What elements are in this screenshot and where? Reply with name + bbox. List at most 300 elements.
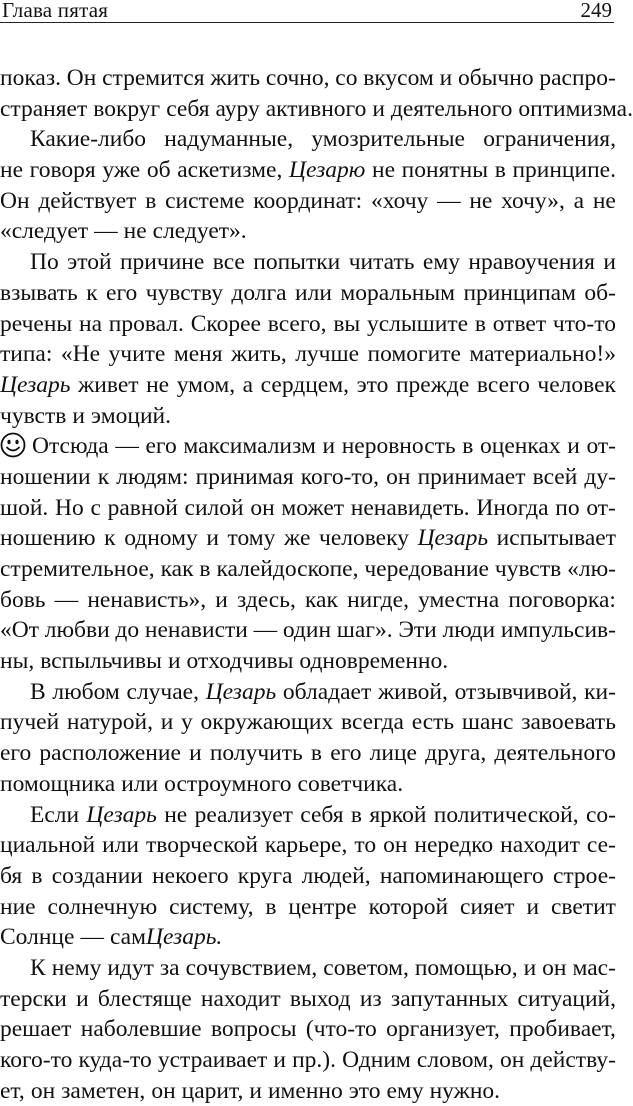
word: его xyxy=(106,279,138,306)
text-line xyxy=(0,830,616,861)
word: одновременно. xyxy=(299,648,449,675)
word: светит xyxy=(550,893,616,920)
word: люди xyxy=(442,617,496,644)
word: терски xyxy=(0,985,67,1012)
word: Он xyxy=(66,65,97,91)
word: яркой xyxy=(369,801,427,828)
word: он xyxy=(499,1047,525,1073)
word: отходчивы xyxy=(186,648,294,675)
word: мас- xyxy=(572,954,616,981)
word: — xyxy=(54,586,79,613)
word: живой, xyxy=(377,678,448,705)
word: — xyxy=(94,218,118,245)
word: он xyxy=(151,1077,176,1104)
text-line xyxy=(0,800,616,831)
word: блестяще xyxy=(97,985,192,1012)
word: к xyxy=(104,525,116,552)
chapter-title: Глава пятая xyxy=(2,0,109,22)
word: хочу», xyxy=(501,187,565,214)
word: одному xyxy=(124,525,198,552)
word: это xyxy=(356,371,389,398)
word: пр.). xyxy=(292,1047,337,1073)
word: сочувствием, xyxy=(185,954,318,981)
word: царит, xyxy=(181,1077,244,1104)
word: не xyxy=(0,157,24,184)
word: К xyxy=(30,954,46,981)
word: «хочу xyxy=(370,187,429,214)
word: и xyxy=(249,1077,262,1104)
word: не xyxy=(146,371,170,398)
word: не xyxy=(123,218,147,245)
text-line xyxy=(0,63,616,94)
word: получить xyxy=(209,740,303,767)
word: есть xyxy=(411,709,455,736)
word: любви xyxy=(44,617,110,644)
word: Цезарь xyxy=(86,801,157,828)
word: не xyxy=(469,187,493,214)
word: понятны xyxy=(401,157,489,184)
word: сам xyxy=(109,924,146,951)
word: тому xyxy=(227,525,276,552)
text-line xyxy=(0,984,616,1015)
word: от- xyxy=(586,494,616,521)
word: сочно, xyxy=(265,65,330,91)
text-line xyxy=(0,431,616,462)
word: в xyxy=(462,433,474,460)
word: круга xyxy=(237,862,293,889)
word: шой. xyxy=(0,494,49,521)
word: советчика. xyxy=(297,770,404,797)
word: долга xyxy=(231,279,287,306)
word: а xyxy=(242,371,254,398)
word: уже xyxy=(102,157,141,184)
text-line xyxy=(0,186,616,217)
word: максимализм xyxy=(183,433,316,460)
word: калейдоскопе, xyxy=(216,556,359,582)
word: системе xyxy=(165,187,245,214)
text-line xyxy=(0,401,616,432)
word: чувств xyxy=(494,556,562,582)
word: и xyxy=(372,95,385,122)
word: Солнце xyxy=(0,924,75,951)
word: и xyxy=(76,985,89,1012)
word: на xyxy=(79,310,103,337)
word: реализует xyxy=(194,801,293,828)
word: и xyxy=(273,1047,286,1073)
word: и xyxy=(206,525,219,552)
word: уместна xyxy=(418,586,500,613)
word: и xyxy=(215,586,228,613)
word: ненависть», xyxy=(87,586,207,613)
word: Цезарю xyxy=(289,157,366,184)
word: умом, xyxy=(176,371,236,398)
text-line xyxy=(0,769,616,800)
word: некоего xyxy=(152,862,229,889)
text-line xyxy=(0,124,616,155)
word: он xyxy=(30,1077,56,1104)
word: показ. xyxy=(0,65,61,91)
word: это xyxy=(348,1077,381,1104)
word: может xyxy=(281,494,345,521)
word: и xyxy=(567,433,580,460)
word: что-то xyxy=(552,310,616,337)
word: неровность xyxy=(341,433,456,460)
word: и xyxy=(167,648,181,675)
word: чередование xyxy=(364,556,489,582)
word: словом, xyxy=(416,1047,494,1073)
word: со xyxy=(335,65,358,91)
word: По xyxy=(30,249,59,276)
word: людей, xyxy=(301,862,371,889)
word: принимает xyxy=(417,463,526,490)
word: всей xyxy=(532,463,578,490)
word: людям: xyxy=(116,463,189,490)
word: импульсив- xyxy=(500,617,616,644)
word: заметен, xyxy=(61,1077,146,1104)
text-line xyxy=(0,585,616,616)
word: не xyxy=(164,801,188,828)
word: всегда xyxy=(341,709,404,736)
word: учите xyxy=(108,341,166,368)
word: услышите xyxy=(366,310,469,337)
body-text xyxy=(0,63,633,1106)
word: Он xyxy=(0,187,30,214)
word: находит xyxy=(200,985,281,1012)
word: ние xyxy=(0,893,36,920)
word: любом xyxy=(52,678,120,705)
word: ет, xyxy=(0,1077,25,1104)
word: себя xyxy=(166,95,210,122)
word: моральным xyxy=(340,279,456,306)
word: лице xyxy=(369,740,417,767)
word: его xyxy=(0,740,32,767)
word: стремится xyxy=(102,65,205,91)
word: или xyxy=(121,770,159,797)
word: кого-то xyxy=(0,1047,73,1073)
smiley-face-icon xyxy=(0,432,26,458)
word: ненависти xyxy=(144,617,248,644)
word: у xyxy=(181,709,193,736)
word: расположение xyxy=(39,740,181,767)
word: аскетизме, xyxy=(177,157,283,184)
word: в xyxy=(474,310,486,337)
word: шанс xyxy=(461,709,514,736)
word: отзывчивой, xyxy=(454,678,578,705)
text-line xyxy=(0,309,616,340)
word: речены xyxy=(0,310,73,337)
word: окружающих xyxy=(200,709,334,736)
word: себя xyxy=(300,801,344,828)
word: чувств xyxy=(0,402,67,429)
word: равной xyxy=(107,494,178,521)
text-line xyxy=(0,523,616,554)
text-line xyxy=(0,1045,616,1076)
text-line xyxy=(0,861,616,892)
word: Цезарь xyxy=(417,525,489,552)
word: он xyxy=(383,832,408,859)
word: Какие-либо xyxy=(30,126,147,153)
word: прежде xyxy=(395,371,470,398)
word: помощника xyxy=(0,770,116,797)
word: типа: xyxy=(0,341,53,368)
word: ношении xyxy=(0,463,91,490)
text-line xyxy=(0,155,616,186)
word: всего xyxy=(476,371,530,398)
word: он xyxy=(386,463,411,490)
word: и xyxy=(72,402,85,429)
word: вспыльчивы xyxy=(40,648,162,675)
word: ему xyxy=(386,1077,424,1104)
word: которой xyxy=(368,893,449,920)
word: «лю- xyxy=(567,556,616,582)
word: принимая xyxy=(195,463,294,490)
word: Одним xyxy=(342,1047,411,1073)
word: живет xyxy=(78,371,139,398)
word: все xyxy=(212,249,245,276)
word: (что-то xyxy=(305,1016,377,1043)
word: или xyxy=(102,832,140,859)
word: эмоций. xyxy=(90,402,172,429)
word: координат: xyxy=(253,187,363,214)
word: то xyxy=(354,832,377,859)
word: человек xyxy=(537,371,616,398)
text-line xyxy=(0,278,616,309)
word: действует xyxy=(38,187,137,214)
word: строе- xyxy=(552,862,616,889)
word: попытки xyxy=(253,249,341,276)
word: этой xyxy=(67,249,112,276)
word: один xyxy=(282,617,332,644)
word: нигде, xyxy=(347,586,409,613)
word: деятельного xyxy=(390,95,513,122)
text-line xyxy=(0,554,616,585)
word: меня xyxy=(173,341,223,368)
text-line xyxy=(0,493,616,524)
word: советом, xyxy=(323,954,409,981)
text-line xyxy=(0,953,616,984)
word: Иногда xyxy=(476,494,549,521)
word: решает xyxy=(0,1016,72,1043)
word: Эти xyxy=(398,617,437,644)
word: Цезарь xyxy=(205,678,277,705)
word: и xyxy=(603,249,616,276)
word: взывать xyxy=(0,279,78,306)
word: здесь, xyxy=(236,586,296,613)
word: нравоучения xyxy=(468,249,595,276)
word: жить, xyxy=(231,341,287,368)
word: ненавидеть. xyxy=(350,494,470,521)
word: лучше xyxy=(295,341,360,368)
word: помогите xyxy=(367,341,461,368)
word: идут xyxy=(107,954,154,981)
word: вы xyxy=(333,310,361,337)
word: натурой, xyxy=(66,709,153,736)
word: творческой xyxy=(146,832,258,859)
word: его xyxy=(330,740,362,767)
word: активного xyxy=(265,95,367,122)
word: оценках xyxy=(480,433,561,460)
word: завоевать xyxy=(521,709,616,736)
word: умозрительные xyxy=(311,126,465,153)
word: он xyxy=(542,954,567,981)
word: «следует xyxy=(0,218,89,245)
word: бя xyxy=(0,862,23,889)
word: шаг». xyxy=(336,617,393,644)
word: не xyxy=(372,157,396,184)
word: говоря xyxy=(29,157,96,184)
word: действу- xyxy=(530,1047,616,1073)
text-line xyxy=(0,1076,616,1106)
word: по xyxy=(555,494,580,521)
word: нему xyxy=(51,954,102,981)
word: циальной xyxy=(0,832,96,859)
word: выход xyxy=(289,985,351,1012)
text-line xyxy=(0,216,616,247)
word: до xyxy=(115,617,140,644)
word: наболевшие xyxy=(80,1016,202,1043)
page-number: 249 xyxy=(580,0,612,22)
word: сияет xyxy=(460,893,515,920)
word: к xyxy=(86,279,98,306)
word: за xyxy=(159,954,180,981)
word: кого-то, xyxy=(300,463,379,490)
word: — xyxy=(437,187,461,214)
word: ограничения, xyxy=(483,126,616,153)
word: — xyxy=(115,433,139,460)
word: принципам xyxy=(463,279,576,306)
word: нередко xyxy=(414,832,494,859)
word: в xyxy=(494,157,506,184)
text-line xyxy=(0,738,616,769)
word: с xyxy=(90,494,101,521)
word: и xyxy=(322,433,336,460)
word: ки- xyxy=(584,678,616,705)
word: человеку xyxy=(319,525,409,552)
word: в xyxy=(199,556,211,582)
word: его xyxy=(145,433,177,460)
word: организует, xyxy=(386,1016,500,1043)
word: центре xyxy=(288,893,357,920)
running-header xyxy=(0,0,614,23)
word: Если xyxy=(30,801,80,828)
word: к xyxy=(97,463,110,490)
word: деятельного xyxy=(494,740,616,767)
word: и xyxy=(523,954,537,981)
word: об xyxy=(146,157,171,184)
word: создании xyxy=(51,862,143,889)
word: и xyxy=(439,65,453,91)
word: систему, xyxy=(169,893,254,920)
word: следует». xyxy=(152,218,247,245)
word: от- xyxy=(586,433,616,460)
word: пучей xyxy=(0,709,60,736)
word: в xyxy=(265,893,277,920)
word: из xyxy=(359,985,382,1012)
word: — xyxy=(253,617,278,644)
word: ду- xyxy=(584,463,616,490)
word: читать xyxy=(348,249,415,276)
word: именно xyxy=(267,1077,343,1104)
word: вокруг xyxy=(93,95,161,122)
word: ауру xyxy=(215,95,260,122)
word: обычно xyxy=(457,65,534,91)
word: вопросы xyxy=(210,1016,297,1043)
word: принципе. xyxy=(512,157,616,184)
word: испытывает xyxy=(496,525,616,552)
text-line xyxy=(0,646,616,677)
word: се- xyxy=(586,832,616,859)
text-line xyxy=(0,707,616,738)
word: Отсюда xyxy=(0,431,109,462)
word: бовь xyxy=(0,586,46,613)
word: он xyxy=(250,494,275,521)
word: же xyxy=(284,525,311,552)
word: оптимизма. xyxy=(518,95,633,122)
word: как xyxy=(160,556,194,582)
word: как xyxy=(304,586,338,613)
word: ношению xyxy=(0,525,96,552)
word: запутанных xyxy=(390,985,509,1012)
word: и xyxy=(189,740,202,767)
word: в xyxy=(350,801,362,828)
word: карьере, xyxy=(264,832,348,859)
word: распро- xyxy=(539,65,616,91)
text-line xyxy=(0,615,616,646)
word: Но xyxy=(55,494,84,521)
text-line xyxy=(0,892,616,923)
word: ему xyxy=(422,249,460,276)
word: Скорее xyxy=(190,310,261,337)
word: а xyxy=(573,187,585,214)
word: «От xyxy=(0,617,39,644)
word: — xyxy=(80,924,104,951)
word: политической, xyxy=(433,801,579,828)
word: провал. xyxy=(108,310,184,337)
word: «Не xyxy=(60,341,101,368)
word: ответ xyxy=(492,310,547,337)
word: помощью, xyxy=(414,954,518,981)
word: в xyxy=(145,187,157,214)
word: напоминающего xyxy=(379,862,544,889)
text-line xyxy=(0,247,616,278)
word: силой xyxy=(184,494,244,521)
word: стремительное, xyxy=(0,556,155,582)
text-line xyxy=(0,94,633,125)
word: солнечную xyxy=(47,893,158,920)
text-line xyxy=(0,339,616,370)
word: Цезарь xyxy=(0,371,71,398)
word: жить xyxy=(210,65,261,91)
word: в xyxy=(31,862,43,889)
word: В xyxy=(30,678,46,705)
word: со- xyxy=(585,801,616,828)
word: или xyxy=(295,279,332,306)
word: и xyxy=(160,709,174,736)
word: находит xyxy=(500,832,580,859)
word: обладает xyxy=(282,678,372,705)
text-line xyxy=(0,462,616,493)
word: остроумного xyxy=(164,770,292,797)
word: страняет xyxy=(0,95,88,122)
word: ны, xyxy=(0,648,35,675)
word: куда-то xyxy=(78,1047,152,1073)
word: друга, xyxy=(425,740,487,767)
word: материально!» xyxy=(469,341,616,368)
text-line xyxy=(0,1014,616,1045)
text-line xyxy=(0,677,616,708)
word: чувству xyxy=(145,279,223,306)
word: Цезарь. xyxy=(145,924,223,951)
